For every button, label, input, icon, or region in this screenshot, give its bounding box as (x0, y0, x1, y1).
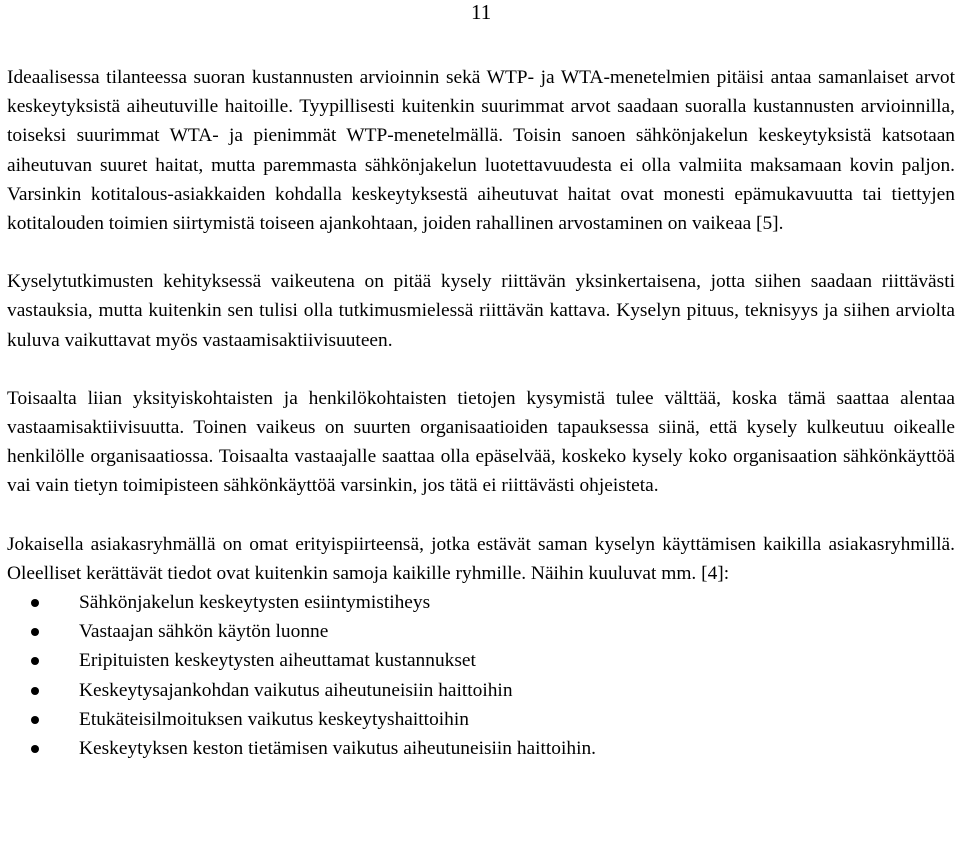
list-item (7, 646, 955, 675)
bullet-icon (31, 657, 39, 665)
list-item (7, 734, 955, 763)
list-item (7, 588, 955, 617)
list-item-text: Vastaajan sähkön käytön luonne (79, 621, 329, 643)
paragraph-customer-groups: Jokaisella asiakasryhmällä on omat erityispiirteensä, jotka estävät saman kyselyn käyttämisen kaikilla asiakasryhmillä. Oleelliset kerättävät tiedot ovat kuitenkin samoja kaikille ryhmille. Näihin kuuluvat mm. [4]: (7, 533, 955, 584)
bullet-icon (31, 687, 39, 695)
list-item-text: Etukäteisilmoituksen vaikutus keskeytyshaittoihin (79, 708, 469, 730)
list-item (7, 617, 955, 646)
bullet-icon (31, 599, 39, 607)
document-body (7, 63, 955, 763)
paragraph-ideal-estimates: Ideaalisessa tilanteessa suoran kustannusten arvioinnin sekä WTP- ja WTA-menetelmien pitäisi antaa samanlaiset arvot keskeytyksistä aiheutuville haitoille. Tyypillisesti kuitenkin suurimmat arvot saadaan suoralla kustannusten arvioinnilla, toiseksi suurimmat WTA- ja pienimmät WTP-menetelmällä. Toisin sanoen sähkönjakelun keskeytyksistä katsotaan aiheutuvan suuret haitat, mutta paremmasta sähkönjakelun luotettavuudesta ei olla valmiita maksamaan kovin paljon. Varsinkin kotitalous-asiakkaiden kohdalla keskeytyksestä aiheutuvat haitat ovat monesti epämukavuutta tai tiettyjen kotitalouden toimien siirtymistä toiseen ajankohtaan, joiden rahallinen arvostaminen on vaikeaa [5]. (7, 67, 955, 235)
list-item-text: Eripituisten keskeytysten aiheuttamat kustannukset (79, 650, 476, 672)
bullet-list (7, 588, 955, 763)
list-item (7, 705, 955, 734)
list-item-text: Keskeytysajankohdan vaikutus aiheutuneisiin haittoihin (79, 679, 513, 701)
page-number: 11 (471, 0, 492, 24)
bullet-icon (31, 628, 39, 636)
paragraph-survey-difficulties: Toisaalta liian yksityiskohtaisten ja henkilökohtaisten tietojen kysymistä tulee välttää, koska tämä saattaa alentaa vastaamisaktiivisuutta. Toinen vaikeus on suurten organisaatioiden tapauksessa siinä, että kysely kulkeutuu oikealle henkilölle organisaatiossa. Toisaalta vastaajalle saattaa olla epäselvää, koskeko kysely koko organisaation sähkönkäyttöä vai vain tietyn toimipisteen sähkönkäyttöä varsinkin, jos tätä ei riittävästi ohjeisteta. (7, 387, 955, 497)
bullet-icon (31, 716, 39, 724)
list-item-text: Keskeytyksen keston tietämisen vaikutus aiheutuneisiin haittoihin. (79, 738, 596, 760)
list-item-text: Sähkönjakelun keskeytysten esiintymistiheys (79, 592, 431, 614)
list-item (7, 676, 955, 705)
paragraph-survey-development: Kyselytutkimusten kehityksessä vaikeutena on pitää kysely riittävän yksinkertaisena, jotta siihen saadaan riittävästi vastauksia, mutta kuitenkin sen tulisi olla tutkimusmielessä riittävän kattava. Kyselyn pituus, teknisyys ja siihen arviolta kuluva vaikuttavat myös vastaamisaktiivisuuteen. (7, 271, 955, 351)
bullet-icon (31, 745, 39, 753)
